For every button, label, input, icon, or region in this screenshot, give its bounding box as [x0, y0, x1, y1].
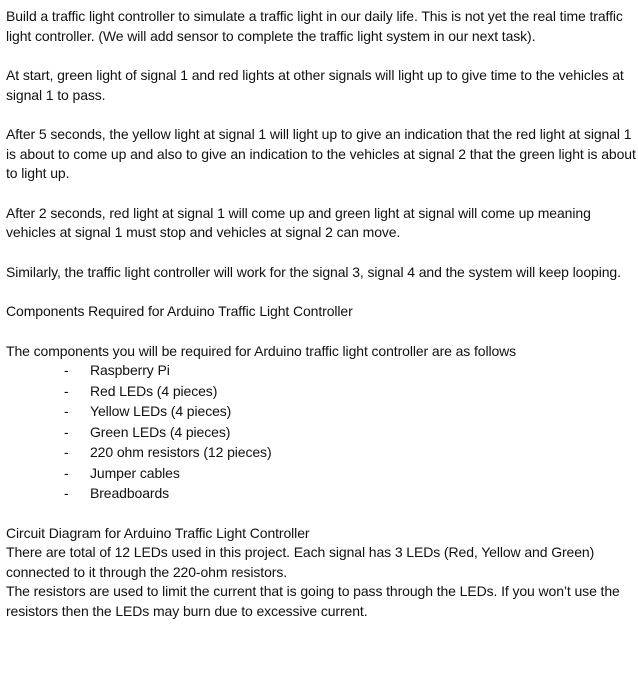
paragraph-yellow-phase: After 5 seconds, the yellow light at signal 1 will light up to give an indication that the red light at signal 1 is about to come up and also to give an indication to the vehicles at signal 2 that the green light is about to light up. — [6, 126, 636, 181]
components-list — [6, 361, 636, 505]
list-item — [6, 382, 636, 403]
list-item — [6, 484, 636, 505]
list-item-text: 220 ohm resistors (12 pieces) — [90, 444, 272, 460]
bullet-dash: - — [64, 485, 69, 501]
list-item — [6, 361, 636, 382]
list-item-text: Raspberry Pi — [90, 362, 170, 378]
list-item-text: Breadboards — [90, 485, 170, 501]
circuit-section — [6, 524, 636, 622]
list-item-text: Red LEDs (4 pieces) — [90, 382, 218, 399]
paragraph-start-behavior: At start, green light of signal 1 and red lights at other signals will light up to give time to the vehicles at signal 1 to pass. — [6, 67, 624, 103]
bullet-dash: - — [64, 362, 69, 378]
paragraph-looping: Similarly, the traffic light controller will work for the signal 3, signal 4 and the system will keep looping. — [6, 263, 621, 280]
list-item — [6, 443, 636, 464]
circuit-text-resistors: The resistors are used to limit the current that is going to pass through the LEDs. If you won’t use the resistors then the LEDs may burn due to excessive current. — [6, 583, 620, 619]
list-item-text: Jumper cables — [90, 464, 180, 481]
circuit-heading: Circuit Diagram for Arduino Traffic Light Controller — [6, 524, 310, 541]
components-intro: The components you will be required for Arduino traffic light controller are as follows — [6, 342, 517, 359]
bullet-dash: - — [64, 444, 69, 460]
list-item — [6, 464, 636, 485]
list-item — [6, 402, 636, 423]
circuit-text-led-count: There are total of 12 LEDs used in this project. Each signal has 3 LEDs (Red, Yellow and Green) connected to it through the 220-ohm resistors. — [6, 544, 595, 580]
bullet-dash: - — [64, 403, 69, 419]
paragraph-red-phase: After 2 seconds, red light at signal 1 will come up and green light at signal will come up meaning vehicles at signal 1 must stop and vehicles at signal 2 can move. — [6, 204, 591, 240]
list-item-text: Green LEDs (4 pieces) — [90, 423, 231, 440]
paragraph-task-description: Build a traffic light controller to simulate a traffic light in our daily life. This is not yet the real time traffic light controller. (We will add sensor to complete the traffic light system in our next task). — [6, 8, 623, 44]
bullet-dash: - — [64, 464, 69, 481]
list-item-text: Yellow LEDs (4 pieces) — [90, 403, 232, 419]
document-body — [6, 7, 636, 621]
bullet-dash: - — [64, 382, 69, 399]
components-heading: Components Required for Arduino Traffic Light Controller — [6, 303, 353, 319]
list-item — [6, 423, 636, 444]
bullet-dash: - — [64, 423, 69, 440]
